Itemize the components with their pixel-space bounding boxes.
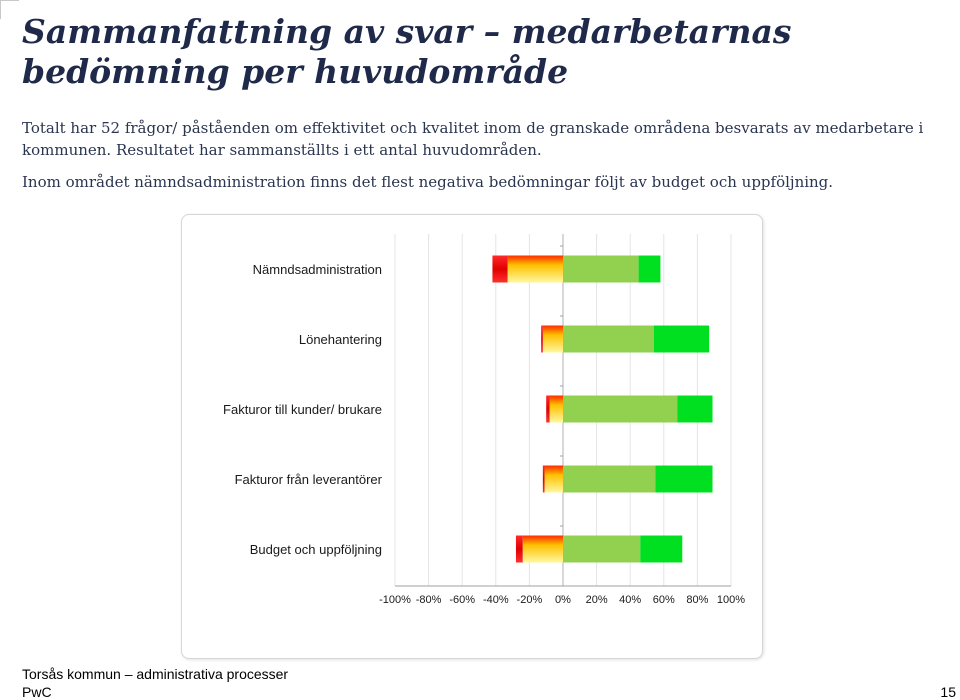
intro-paragraph: Totalt har 52 frågor/ påståenden om effektivitet och kvalitet inom de granskade områdena besvarats av medarbetare i kommunen. Resultatet har sammanställts i ett antal huvudområden. [22,119,924,159]
bar-segment-negative [516,536,523,563]
bar-segment-positive [640,536,682,563]
x-tick-label: 80% [686,594,709,606]
bar-segment-positive [563,256,639,283]
x-tick-label: 0% [555,594,571,606]
x-tick-label: 20% [585,594,608,606]
bar-segment-negative [543,326,563,353]
x-tick-label: 60% [652,594,675,606]
category-label: Lönehantering [298,332,382,347]
page-title-line-1: Sammanfattning av svar – medarbetarnas [22,12,792,51]
bar-segment-positive [563,326,654,353]
diverging-bar-chart [181,214,763,659]
footer-line: Torsås kommun – administrativa processer [22,666,289,682]
bar-segment-positive [654,326,709,353]
bar-segment-negative [541,326,543,353]
x-tick-label: 100% [716,594,746,606]
bar-segment-positive [563,466,655,493]
x-tick-label: -80% [415,594,442,606]
x-tick-label: -20% [516,594,543,606]
category-label: Fakturor från leverantörer [234,472,382,487]
category-label: Nämndsadministration [252,262,382,277]
bar-segment-positive [563,396,677,423]
bar-segment-negative [523,536,563,563]
category-label: Fakturor till kunder/ brukare [223,402,382,417]
corner-mark [0,0,19,19]
category-label: Budget och uppföljning [249,542,382,557]
x-tick-label: 40% [619,594,642,606]
bar-segment-positive [563,536,640,563]
bar-segment-negative [550,396,563,423]
bar-segment-negative [508,256,563,283]
bar-segment-positive [677,396,712,423]
footer-brand: PwC [22,684,52,700]
x-tick-label: -100% [379,594,411,606]
bar-segment-negative [492,256,507,283]
bar-segment-positive [639,256,661,283]
bar-segment-negative [546,396,549,423]
x-tick-label: -60% [449,594,476,606]
summary-paragraph: Inom området nämndsadministration finns det flest negativa bedömningar följt av budget och uppföljning. [22,173,834,191]
page-title [22,12,922,92]
bar-segment-positive [655,466,712,493]
x-tick-label: -40% [482,594,509,606]
bar-segment-negative [543,466,545,493]
page-number: 15 [940,684,956,700]
bar-segment-negative [545,466,563,493]
page-title-line-2: bedömning per huvudområde [22,52,569,91]
